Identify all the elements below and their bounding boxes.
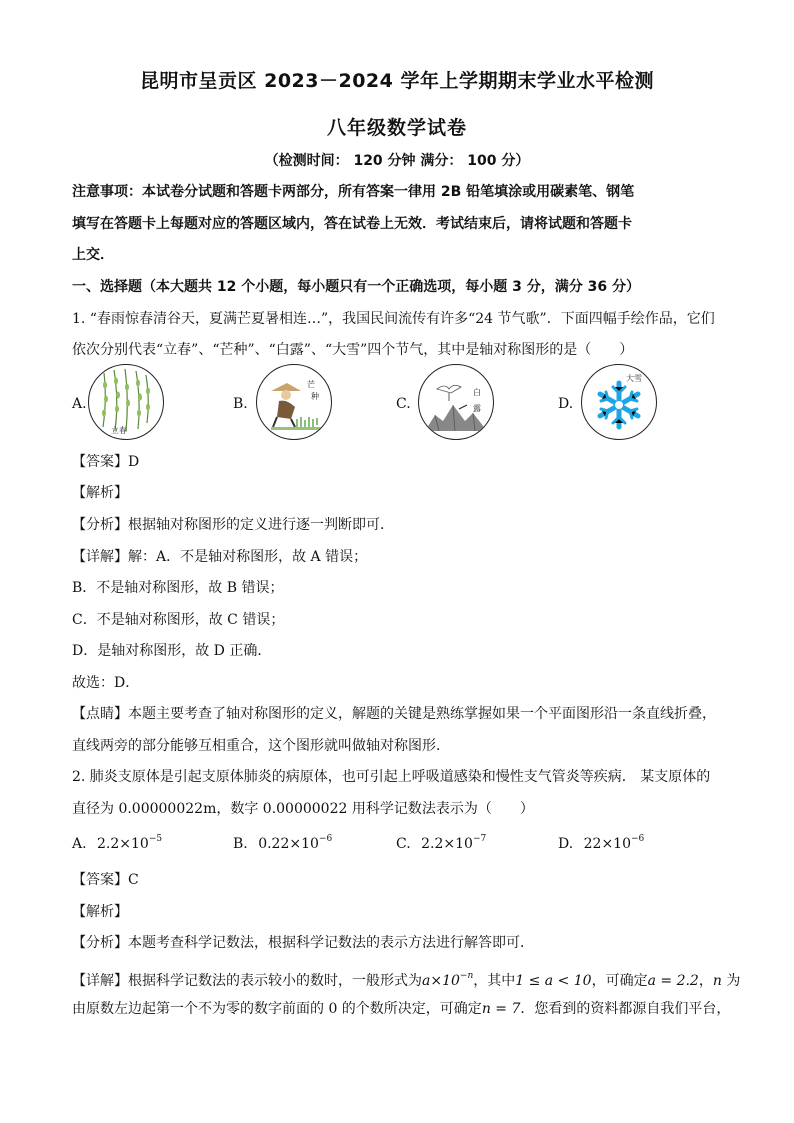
q1-analysis: 【分析】根据轴对称图形的定义进行逐一判断即可． [72,517,394,533]
q1-detail-4: D．是轴对称图形，故 D 正确． [72,643,272,659]
q2-option-c [396,834,486,852]
q1-option-d-letter: D. [558,396,574,412]
q2-option-c-letter: C. [396,836,411,852]
svg-text:立春: 立春 [111,426,127,435]
q2-detail-1-text-b: ，其中 [473,973,516,989]
q2-option-a-base: 2.2×10 [97,836,149,852]
q2-option-b-base: 0.22×10 [258,836,319,852]
q2-option-d [558,834,644,852]
q2-detail-1-text-c: ，可确定 [591,973,648,989]
q2-option-b-letter: B. [233,836,248,852]
q2-detail-1-text-a: 【详解】根据科学记数法的表示较小的数时，一般形式为 [72,973,422,989]
q1-choose: 故选：D． [72,675,140,691]
q2-option-c-base: 2.2×10 [421,836,473,852]
willow-icon [88,364,164,440]
q2-detail-1-exp: −n [459,971,474,981]
q1-option-c-letter: C. [396,396,411,412]
q2-detail-2-text-a: 由原数左边起第一个不为零的数字前面的 0 的个数所决定，可确定 [72,1001,482,1017]
q2-detail-1-n: n [712,973,722,989]
farmer-planting-icon [256,364,332,440]
exam-subtitle: 八年级数学试卷 [326,117,467,139]
exam-title: 昆明市呈贡区 2023－2024 学年上学期期末学业水平检测 [140,70,654,92]
q1-option-b-letter: B. [233,396,248,412]
q1-detail-3: C．不是轴对称图形，故 C 错误； [72,612,285,628]
q2-option-b-exp: −6 [318,834,333,844]
q2-detail-1-formula: a×10 [422,973,460,989]
notice-line-1: 注意事项：本试卷分试题和答题卡两部分，所有答案一律用 2B 铅笔填涂或用碳素笔、钢笔 [72,184,635,200]
q2-option-a [72,834,162,852]
q2-answer: 【答案】C [72,872,139,888]
section-heading: 一、选择题（本大题共 12 个小题，每小题只有一个正确选项，每小题 3 分，满分 36 分） [72,279,640,295]
notice-line-2: 填写在答题卡上每题对应的答题区域内，答在试卷上无效．考试结束后，请将试题和答题卡 [72,216,632,232]
q2-stem-line-1: 2. 肺炎支原体是引起支原体肺炎的病原体，也可引起上呼吸道感染和慢性支气管炎等疾病． 某支原体的 [72,769,711,785]
q2-option-d-letter: D. [558,836,574,852]
q1-detail-1: 【详解】解：A．不是轴对称图形，故 A 错误； [72,549,368,565]
q2-detail-2-value: n = 7 [481,1001,521,1017]
svg-text:露: 露 [473,404,481,413]
q2-detail-1-text-d: ， [698,973,713,989]
exam-info: （检测时间： 120 分钟 满分： 100 分） [264,153,530,169]
q1-stem-line-1: 1. “春雨惊春清谷天，夏满芒夏暑相连…”，我国民间流传有许多“24 节气歌”．下面四幅手绘作品，它们 [72,311,715,327]
q2-analysis-label: 【解析】 [72,904,128,920]
q2-stem-line-2: 直径为 0.00000022m，数字 0.00000022 用科学记数法表示为（ ） [72,801,534,817]
q2-analysis: 【分析】本题考查科学记数法，根据科学记数法的表示方法进行解答即可． [72,935,534,951]
q2-option-d-base: 22×10 [583,836,631,852]
q2-option-a-letter: A. [72,836,87,852]
q2-detail-2 [72,999,732,1019]
q2-detail-1-text-e: 为 [721,973,741,989]
q1-detail-2: B．不是轴对称图形，故 B 错误； [72,580,284,596]
q2-detail-2-text-b: ．您看到的资料都源自我们平台， [520,1001,731,1017]
q2-option-b [233,834,332,852]
svg-text:白: 白 [473,388,481,397]
svg-text:大雪: 大雪 [626,374,642,383]
q2-option-a-exp: −5 [148,834,163,844]
q1-analysis-label: 【解析】 [72,485,128,501]
q2-detail-1-value: a = 2.2 [647,973,699,989]
notice-line-3: 上交． [72,247,114,263]
q1-option-a-letter: A. [72,396,87,412]
svg-text:芒: 芒 [307,380,315,389]
q2-detail-1 [72,966,741,991]
q1-comment-1: 【点睛】本题主要考查了轴对称图形的定义，解题的关键是熟练掌握如果一个平面图形沿一条直线折叠， [72,706,716,722]
q1-stem-line-2: 依次分别代表“立春”、“芒种”、“白露”、“大雪”四个节气，其中是轴对称图形的是（ ） [72,342,634,358]
q1-answer: 【答案】D [72,454,140,470]
q1-comment-2: 直线两旁的部分能够互相重合，这个图形就叫做轴对称图形． [72,738,450,754]
q2-option-d-exp: −6 [631,834,645,844]
q2-option-c-exp: −7 [472,834,487,844]
snowflake-icon [581,364,657,440]
q2-detail-1-condition: 1 ≤ a < 10 [515,973,592,989]
svg-text:种: 种 [311,392,319,401]
crane-mountain-icon [418,364,494,440]
